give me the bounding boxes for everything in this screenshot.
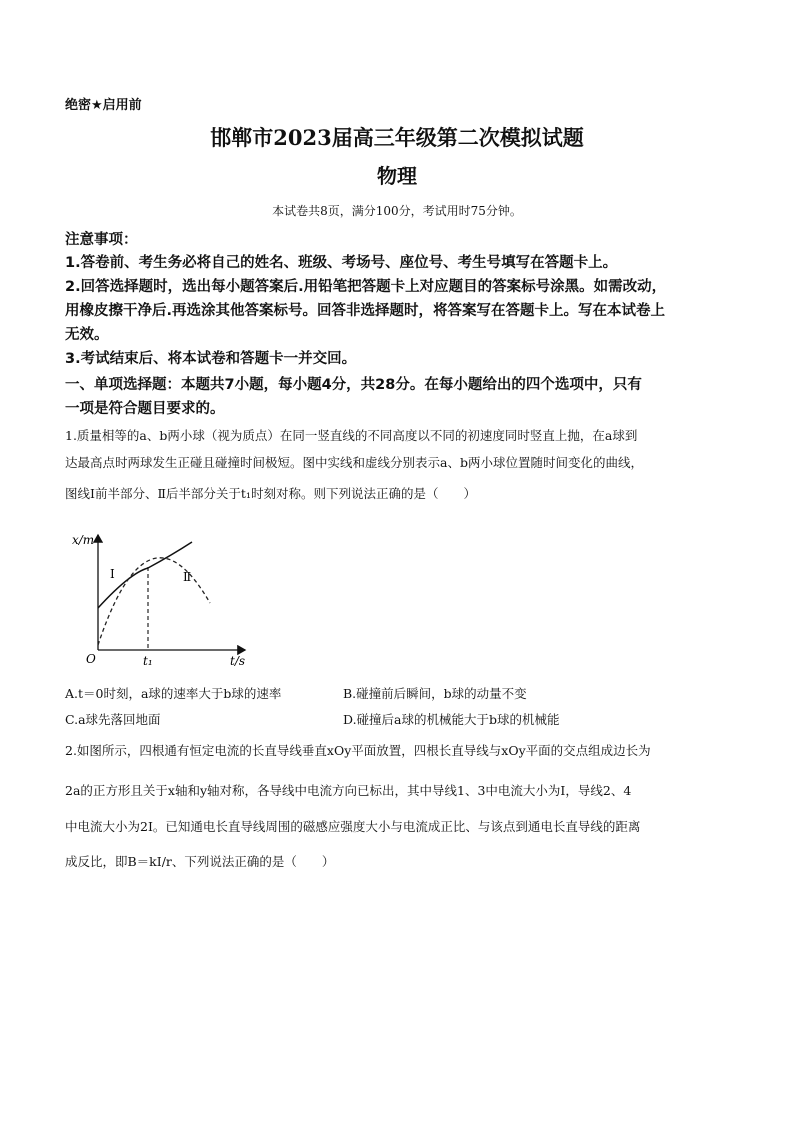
note-line-2: 2.回答选择题时，选出每小题答案后.用铅笔把答题卡上对应题目的答案标号涂黑。如需改动， (65, 279, 667, 295)
q1-text-line-3: 图线Ⅰ前半部分、Ⅱ后半部分关于t₁时刻对称。则下列说法正确的是（ ） (65, 486, 476, 501)
q1-text-line-1: 1.质量相等的a、b两小球（视为质点）在同一竖直线的不同高度以不同的初速度同时竖直上抛，在a球到 (65, 428, 638, 443)
notes-heading: 注意事项： (65, 232, 138, 248)
confidential-mark: 绝密★启用前 (65, 98, 142, 113)
section-heading-line-1: 一、单项选择题：本题共7小题，每小题4分，共28分。在每小题给出的四个选项中，只有 (65, 377, 642, 393)
q2-text-line-2: 2a的正方形且关于x轴和y轴对称，各导线中电流方向已标出，其中导线1、3中电流大小为I，导线2、4 (65, 783, 632, 798)
q1-option-c: C.a球先落回地面 (65, 712, 161, 727)
q2-text-line-4: 成反比，即B＝kI/r、下列说法正确的是（ ） (65, 854, 335, 869)
exam-info: 本试卷共8页，满分100分，考试用时75分钟。 (272, 204, 522, 218)
x-axis-label: t/s (230, 654, 246, 668)
curve-2-label: Ⅱ (183, 570, 192, 584)
curve-1-label: Ⅰ (110, 567, 115, 581)
q1-option-d: D.碰撞后a球的机械能大于b球的机械能 (343, 712, 560, 727)
note-line-5: 3.考试结束后、将本试卷和答题卡一并交回。 (65, 351, 357, 367)
q2-text-line-1: 2.如图所示，四根通有恒定电流的长直导线垂直xOy平面放置，四根长直导线与xOy平面的交点组成边长为 (65, 743, 651, 758)
note-line-4: 无效。 (65, 327, 109, 343)
q1-option-b: B.碰撞前后瞬间，b球的动量不变 (343, 686, 527, 701)
note-line-3: 用橡皮擦干净后.再选涂其他答案标号。回答非选择题时，将答案写在答题卡上。写在本试卷上 (65, 303, 666, 319)
origin-label: O (86, 652, 96, 666)
q1-position-time-graph (60, 525, 260, 675)
q2-text-line-3: 中电流大小为2I。已知通电长直导线周围的磁感应强度大小与电流成正比、与该点到通电长直导线的距离 (65, 819, 641, 834)
t1-label: t₁ (143, 654, 153, 668)
curve-2-dashed (98, 558, 210, 645)
q1-text-line-2: 达最高点时两球发生正碰且碰撞时间极短。图中实线和虚线分别表示a、b两小球位置随时间变化的曲线， (65, 455, 643, 470)
q1-option-a: A.t＝0时刻，a球的速率大于b球的速率 (65, 686, 282, 701)
exam-title: 邯郸市2023届高三年级第二次模拟试题 (210, 125, 584, 150)
y-axis-label: x/m (72, 533, 95, 547)
section-heading-line-2: 一项是符合题目要求的。 (65, 401, 225, 417)
note-line-1: 1.答卷前、考生务必将自己的姓名、班级、考场号、座位号、考生号填写在答题卡上。 (65, 255, 618, 271)
subject-title: 物理 (377, 164, 417, 188)
